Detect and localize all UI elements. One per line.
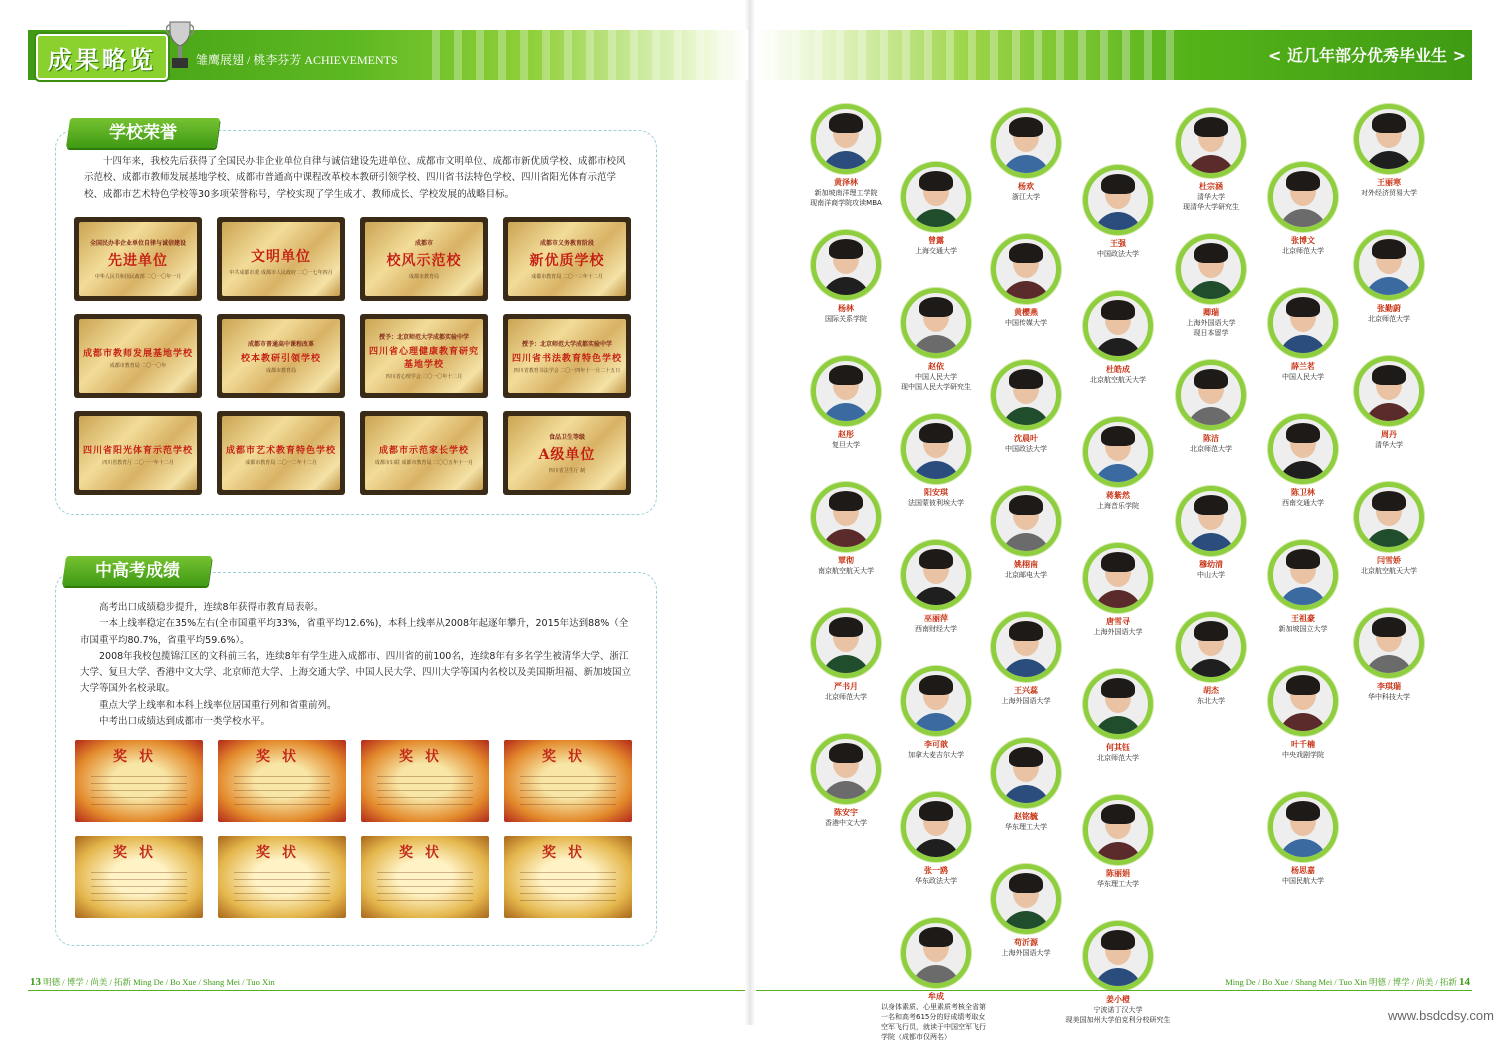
honor-plaque — [74, 217, 202, 301]
honors-title: 学校荣誉 — [109, 123, 177, 143]
watermark: www.bsdcdsy.com — [1388, 1008, 1494, 1023]
honor-plaque — [503, 411, 631, 495]
graduate-name: 姚栩南 — [1014, 560, 1038, 569]
graduate-photo — [1268, 792, 1338, 862]
graduate-name: 薛兰茗 — [1291, 362, 1315, 371]
plaque-main: 校本教研引领学校 — [240, 353, 321, 364]
certificate-text-lines — [377, 770, 473, 806]
graduate-card — [856, 918, 1016, 1042]
footer-left-text: 明德 / 博学 / 尚美 / 拓新 Ming De / Bo Xue / Shang Mei / Tuo Xin — [43, 977, 275, 987]
logo-text: 成果略览 — [48, 44, 156, 74]
plaque-top: 食品卫生等级 — [548, 434, 585, 441]
graduate-name: 严书月 — [834, 682, 858, 691]
honor-plaque — [503, 217, 631, 301]
award-certificate — [361, 836, 489, 918]
plaque-face — [222, 319, 340, 393]
graduate-school: 中国人民大学 — [1282, 373, 1324, 381]
graduate-name: 陈卫林 — [1291, 488, 1315, 497]
graduate-school: 北京航空航天大学 — [1090, 376, 1146, 384]
certificate-text-lines — [520, 770, 616, 806]
footer-rule-right — [756, 990, 1472, 991]
graduate-school: 西南交通大学 — [1282, 499, 1324, 507]
certificate-title: 奖状 — [399, 749, 451, 765]
graduate-school: 新加坡国立大学 — [1278, 625, 1328, 633]
exams-paragraph: 一本上线率稳定在35%左右(全市国重平均33%，省重平均12.6%)，本科上线率从2008年起逐年攀升，2015年达到88%（全市国重平均80.7%，省重平均59.6%）。 — [80, 618, 629, 646]
graduate-name: 杨思嘉 — [1291, 866, 1315, 875]
certificate-text-lines — [377, 866, 473, 902]
plaque-main: 四川省心理健康教育研究基地学校 — [368, 347, 479, 370]
certificate-title: 奖状 — [113, 845, 165, 861]
graduate-school: 中央戏剧学院 — [1282, 751, 1324, 759]
footer-right-text: Ming De / Bo Xue / Shang Mei / Tuo Xin 明德 / 博学 / 尚美 / 拓新 — [1225, 977, 1457, 987]
graduate-name: 陈丽娟 — [1106, 869, 1130, 878]
graduate-school: 上海外国语大学 现日本留学 — [1186, 319, 1236, 337]
graduate-school: 东北大学 — [1197, 697, 1225, 705]
graduate-name: 闫雪娇 — [1377, 556, 1401, 565]
graduate-name: 牟成 — [928, 992, 944, 1001]
logo-box — [36, 34, 168, 80]
graduate-name: 姜小橙 — [1106, 995, 1130, 1004]
graduate-school: 中山大学 — [1197, 571, 1225, 579]
graduate-name: 陈安宇 — [834, 808, 858, 817]
honors-title-ribbon — [66, 118, 220, 148]
honor-plaque — [360, 314, 488, 398]
exams-paragraph: 中考出口成绩达到成都市一类学校水平。 — [99, 716, 271, 728]
award-certificate — [218, 836, 346, 918]
graduate-photo — [901, 162, 971, 232]
graduate-photo — [1083, 795, 1153, 865]
plaque-issuer: 成都市妇联 成都市教育局 二〇〇五年十一月 — [374, 460, 474, 466]
exams-paragraph: 高考出口成绩稳步提升，连续8年获得市教育局表彰。 — [99, 602, 324, 613]
exams-paragraph: 2008年我校包揽锦江区的文科前三名，连续8年有学生进入成都市、四川省的前100名，连续8年有多名学生被清华大学、浙江大学、复旦大学、香港中文大学、北京师范大学、上海交通大学、中国人民大学、四川大学等国内名校以及美国斯坦福、新加坡国立大学等国外名校录取。 — [80, 650, 632, 695]
graduate-photo — [901, 792, 971, 862]
graduate-name: 阳安琪 — [924, 488, 948, 497]
graduate-name: 李琪瑞 — [1377, 682, 1401, 691]
graduate-school: 北京邮电大学 — [1005, 571, 1047, 579]
graduate-name: 曾露 — [928, 236, 944, 245]
plaque-top: 成都市普通高中课程改革 — [247, 340, 314, 348]
graduate-name: 李可歆 — [924, 740, 948, 749]
graduate-name: 黄泽林 — [834, 178, 858, 187]
graduate-name: 黄樱燕 — [1014, 308, 1038, 317]
graduate-school: 北京师范大学 — [1190, 445, 1232, 453]
plaque-main: 成都市教师发展基地学校 — [82, 349, 193, 359]
graduate-photo — [1268, 288, 1338, 358]
certificate-text-lines — [234, 866, 330, 902]
graduate-school: 中国人民大学 现中国人民大学研究生 — [901, 373, 971, 391]
certificate-text-lines — [91, 770, 187, 806]
graduate-name: 叶千楠 — [1291, 740, 1315, 749]
certificate-title: 奖状 — [256, 749, 308, 765]
graduate-school: 宁波诺丁汉大学 现美国加州大学伯克利分校研究生 — [1065, 1006, 1171, 1024]
certificate-text-lines — [520, 866, 616, 902]
honor-plaque — [217, 411, 345, 495]
graduate-photo — [1268, 414, 1338, 484]
graduate-photo — [1268, 162, 1338, 232]
plaque-top: 授予：北京师范大学成都实验中学 — [378, 334, 469, 341]
graduate-school: 中国政法大学 — [1097, 250, 1139, 258]
graduate-school: 中国传媒大学 — [1005, 319, 1047, 327]
plaque-top: 全国民办非企业单位自律与诚信建设 — [89, 240, 186, 247]
graduate-school: 北京航空航天大学 — [1361, 567, 1417, 575]
graduate-card — [1223, 792, 1383, 886]
plaque-issuer: 中华人民共和国民政部 二〇一〇年一月 — [94, 274, 182, 280]
trophy-icon — [166, 16, 194, 74]
graduate-school: 北京师范大学 — [825, 693, 867, 701]
graduate-school: 上海交通大学 — [915, 247, 957, 255]
page-number-left: 13 — [30, 976, 41, 988]
right-header-title: < 近几年部分优秀毕业生 > — [1268, 46, 1466, 65]
honor-plaque — [217, 314, 345, 398]
graduate-photo — [1083, 165, 1153, 235]
plaque-main: 四川省书法教育特色学校 — [511, 353, 622, 364]
graduate-photo — [901, 288, 971, 358]
left-header-subtitle: 雏鹰展翅 / 桃李芬芳 ACHIEVEMENTS — [196, 53, 398, 67]
graduate-photo — [901, 666, 971, 736]
award-certificate — [504, 740, 632, 822]
graduate-photo — [1083, 417, 1153, 487]
graduate-school: 华东政法大学 — [915, 877, 957, 885]
plaque-main: 四川省阳光体育示范学校 — [82, 446, 193, 456]
plaque-top: 授予：北京师范大学成都实验中学 — [521, 340, 612, 348]
plaque-issuer: 四川省教育厅 二〇一一年十二月 — [102, 460, 174, 466]
plaque-face — [222, 416, 340, 490]
graduate-name: 周丹 — [1381, 430, 1397, 439]
award-certificate — [75, 740, 203, 822]
plaque-issuer: 成都市教育局 二〇一三年十二月 — [531, 274, 603, 280]
graduate-school: 清华大学 现清华大学研究生 — [1183, 193, 1239, 211]
graduate-photo — [901, 918, 971, 988]
plaque-face — [79, 416, 197, 490]
graduate-school: 加拿大麦吉尔大学 — [908, 751, 964, 759]
award-certificate — [75, 836, 203, 918]
honors-text — [84, 154, 630, 203]
plaque-face — [508, 416, 626, 490]
plaque-face — [79, 222, 197, 296]
page-number-right: 14 — [1459, 976, 1470, 988]
plaque-face — [365, 416, 483, 490]
certificate-title: 奖状 — [113, 749, 165, 765]
graduate-school: 华中科技大学 — [1368, 693, 1410, 701]
graduate-name: 陈洁 — [1203, 434, 1219, 443]
graduate-name: 王强 — [1110, 239, 1126, 248]
honor-plaque — [503, 314, 631, 398]
graduate-school: 西南财经大学 — [915, 625, 957, 633]
graduate-school: 上海外国语大学 — [1001, 697, 1051, 705]
plaque-main: 文明单位 — [251, 248, 311, 265]
certificate-title: 奖状 — [399, 845, 451, 861]
plaque-face — [508, 222, 626, 296]
honors-paragraph: 十四年来，我校先后获得了全国民办非企业单位自律与诚信建设先进单位、成都市文明单位、成都市新优质学校、成都市校风示范校、成都市教师发展基地学校、成都市普通高中课程改革校本教研引领学校、四川省书法特色学校、四川省阳光体育示范学校、成都市艺术特色学校等30多项荣誉称号，学校实现了学生成才、教师成长、学校发展的战略目标。 — [84, 156, 626, 200]
plaque-main: 新优质学校 — [529, 253, 605, 269]
plaque-main: 先进单位 — [108, 253, 168, 269]
graduate-photo — [1268, 666, 1338, 736]
certificate-title: 奖状 — [542, 845, 594, 861]
exams-certificate-grid — [75, 740, 637, 920]
honor-plaque — [217, 217, 345, 301]
exams-paragraph: 重点大学上线率和本科上线率位居国重行列和省重前列。 — [99, 699, 337, 711]
award-certificate — [218, 740, 346, 822]
plaque-issuer: 四川省卫生厅 制 — [548, 468, 586, 474]
certificate-title: 奖状 — [256, 845, 308, 861]
graduate-name: 沈晨叶 — [1014, 434, 1038, 443]
honors-plaque-grid — [74, 217, 638, 505]
plaque-top: 成都市 — [414, 240, 433, 247]
plaque-issuer: 四川省教育书法学会 二〇一四年十一月二十五日 — [513, 367, 621, 374]
graduate-school: 对外经济贸易大学 — [1361, 189, 1417, 197]
graduate-school: 南京航空航天大学 — [818, 567, 874, 575]
graduate-name: 苟沂源 — [1014, 938, 1038, 947]
graduate-school: 中国政法大学 — [1005, 445, 1047, 453]
graduate-school: 上海外国语大学 — [1093, 628, 1143, 636]
graduate-name: 王兴蕊 — [1014, 686, 1038, 695]
graduate-name: 张博文 — [1291, 236, 1315, 245]
graduate-school: 清华大学 — [1375, 441, 1403, 449]
graduate-name: 蒋紫然 — [1106, 491, 1130, 500]
graduate-name: 巫丽萍 — [924, 614, 948, 623]
graduate-photo — [1083, 921, 1153, 991]
honor-plaque — [360, 217, 488, 301]
honor-plaque — [74, 411, 202, 495]
graduate-photo — [1083, 291, 1153, 361]
graduate-school: 浙江大学 — [1012, 193, 1040, 201]
graduate-card — [1038, 921, 1198, 1025]
graduate-name: 赵依 — [928, 362, 944, 371]
graduate-school: 新加坡南洋理工学院 现南洋商学院攻读MBA — [810, 189, 882, 207]
plaque-main: 成都市艺术教育特色学校 — [225, 446, 336, 456]
graduate-school: 法国蒙彼利埃大学 — [908, 499, 964, 507]
graduate-name: 王祖豪 — [1291, 614, 1315, 623]
graduate-school: 北京师范大学 — [1368, 315, 1410, 323]
graduate-school: 上海外国语大学 — [1001, 949, 1051, 957]
plaque-top: 成都市义务教育阶段 — [539, 240, 594, 247]
graduate-school: 中国民航大学 — [1282, 877, 1324, 885]
award-certificate — [361, 740, 489, 822]
graduate-name: 张一鸥 — [924, 866, 948, 875]
graduate-school: 华东理工大学 — [1097, 880, 1139, 888]
graduate-card — [1223, 666, 1383, 760]
graduate-name: 杜宗涵 — [1199, 182, 1223, 191]
plaque-issuer: 成都市教育局 — [408, 274, 439, 280]
plaque-main: 校风示范校 — [386, 253, 462, 269]
graduate-name: 胡杰 — [1203, 686, 1219, 695]
plaque-main: A级单位 — [538, 447, 596, 463]
plaque-main: 成都市示范家长学校 — [378, 446, 469, 456]
graduate-school: 北京师范大学 — [1282, 247, 1324, 255]
graduate-photo — [901, 540, 971, 610]
exams-text — [80, 600, 632, 730]
plaque-face — [365, 222, 483, 296]
graduate-photo — [1083, 543, 1153, 613]
graduate-school: 北京师范大学 — [1097, 754, 1139, 762]
graduate-school: 华东理工大学 — [1005, 823, 1047, 831]
certificate-text-lines — [91, 866, 187, 902]
honor-plaque — [74, 314, 202, 398]
graduate-school: 复旦大学 — [832, 441, 860, 449]
plaque-issuer: 成都市教育局 二〇一二年十二月 — [245, 460, 317, 466]
graduate-photo — [1083, 669, 1153, 739]
footer-rule-left — [28, 990, 745, 991]
certificate-title: 奖状 — [542, 749, 594, 765]
graduate-name: 穆幼清 — [1199, 560, 1223, 569]
plaque-face — [222, 222, 340, 296]
graduate-name: 赵铭毓 — [1014, 812, 1038, 821]
graduate-name: 赵彤 — [838, 430, 854, 439]
plaque-issuer: 四川省心理学会 二〇一〇年十二月 — [385, 374, 463, 380]
graduate-name: 杨欢 — [1018, 182, 1034, 191]
plaque-face — [508, 319, 626, 393]
graduate-photo — [901, 414, 971, 484]
exams-title: 中高考成绩 — [94, 561, 180, 581]
graduate-name: 张勤蔚 — [1377, 304, 1401, 313]
plaque-issuer: 中共成都市委 成都市人民政府 二〇一七年四月 — [229, 269, 333, 276]
graduate-name: 杜皓成 — [1106, 365, 1130, 374]
graduate-name: 唐雪寻 — [1106, 617, 1130, 626]
plaque-face — [365, 319, 483, 393]
plaque-issuer: 成都市教育局 — [265, 367, 296, 374]
certificate-text-lines — [234, 770, 330, 806]
plaque-face — [79, 319, 197, 393]
graduate-name: 何其钰 — [1106, 743, 1130, 752]
graduate-name: 王丽寒 — [1377, 178, 1401, 187]
page-spine — [745, 0, 755, 1025]
graduate-name: 杨林 — [838, 304, 854, 313]
graduate-school: 上海音乐学院 — [1097, 502, 1139, 510]
graduate-school: 以身体素质、心里素质考核全省第一名和高考615分的好成绩考取女空军飞行员，就读于中国空军飞行学院（成都市仅两名） — [881, 1003, 986, 1041]
graduate-name: 卿瑞 — [1203, 308, 1219, 317]
graduate-photo — [1268, 540, 1338, 610]
award-certificate — [504, 836, 632, 918]
footer-right — [1225, 976, 1470, 988]
footer-left — [30, 976, 275, 988]
graduate-school: 香港中文大学 — [825, 819, 867, 827]
graduate-school: 国际关系学院 — [825, 315, 867, 323]
honor-plaque — [360, 411, 488, 495]
exams-title-ribbon — [62, 556, 212, 586]
graduate-name: 覃彻 — [838, 556, 854, 565]
plaque-issuer: 成都市教育局 二〇一〇年 — [109, 363, 167, 369]
